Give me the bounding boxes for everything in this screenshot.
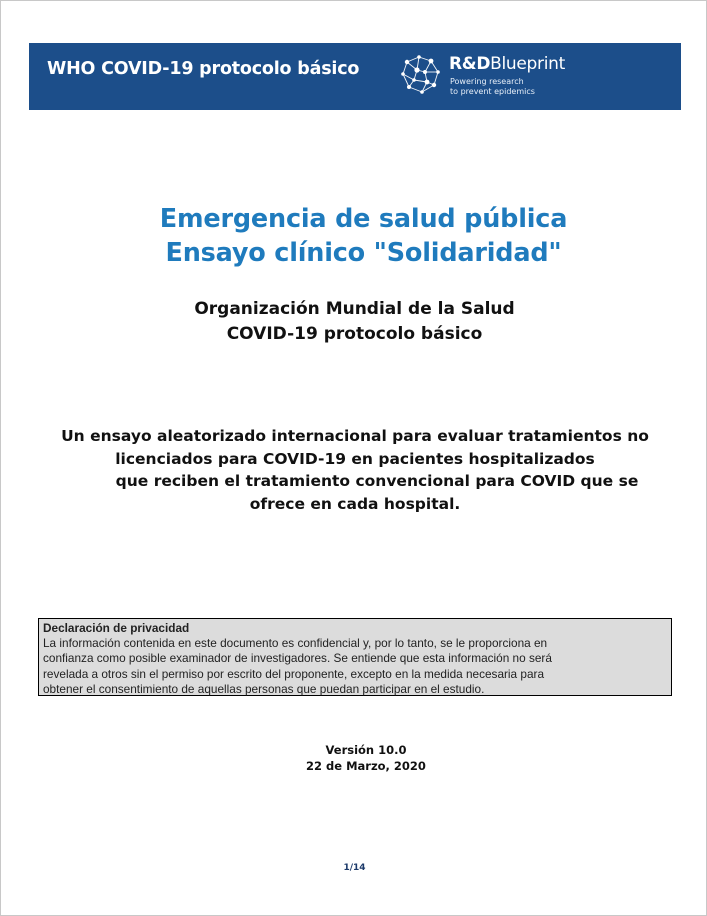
version-block	[1, 742, 707, 774]
privacy-line-1: La información contenida en este documento es confidencial y, por lo tanto, se le proporciona en	[43, 636, 548, 651]
description-line-2: licenciados para COVID-19 en pacientes hospitalizados	[115, 449, 595, 468]
title-line-2: Ensayo clínico "Solidaridad"	[165, 238, 562, 268]
org-line-2: COVID-19 protocolo básico	[226, 324, 483, 344]
version-label: Versión 10.0	[325, 743, 407, 757]
version-date: 22 de Marzo, 2020	[306, 759, 426, 773]
privacy-heading: Declaración de privacidad	[43, 621, 190, 635]
page-number: 1/14	[343, 863, 366, 873]
org-line-1: Organización Mundial de la Salud	[194, 299, 515, 319]
title-line-1: Emergencia de salud pública	[159, 204, 568, 234]
banner-title: WHO COVID-19 protocolo básico	[47, 59, 360, 79]
logo-wordmark: R&DBlueprint	[449, 54, 566, 74]
privacy-line-4: obtener el consentimiento de aquellas personas que puedan participar en el estudio.	[43, 681, 485, 696]
header-banner	[29, 43, 681, 110]
description-line-1: Un ensayo aleatorizado internacional para evaluar tratamientos no	[61, 427, 649, 445]
privacy-line-2: confianza como posible examinador de investigadores. Se entiende que esta información no será	[43, 651, 552, 666]
rd-blueprint-logo	[399, 52, 619, 100]
description-line-3: que reciben el tratamiento convencional para COVID que se	[115, 472, 639, 490]
description-line-4: ofrece en cada hospital.	[249, 494, 461, 513]
document-title	[1, 202, 707, 270]
organization-subtitle	[1, 297, 707, 347]
privacy-line-3: revelada a otros sin el permiso por escrito del proponente, excepto en la medida necesaria para	[43, 666, 545, 681]
trial-description	[31, 425, 679, 515]
network-globe-icon	[399, 52, 443, 98]
logo-tagline: Powering research to prevent epidemics	[450, 77, 535, 96]
privacy-statement-box	[38, 618, 672, 696]
